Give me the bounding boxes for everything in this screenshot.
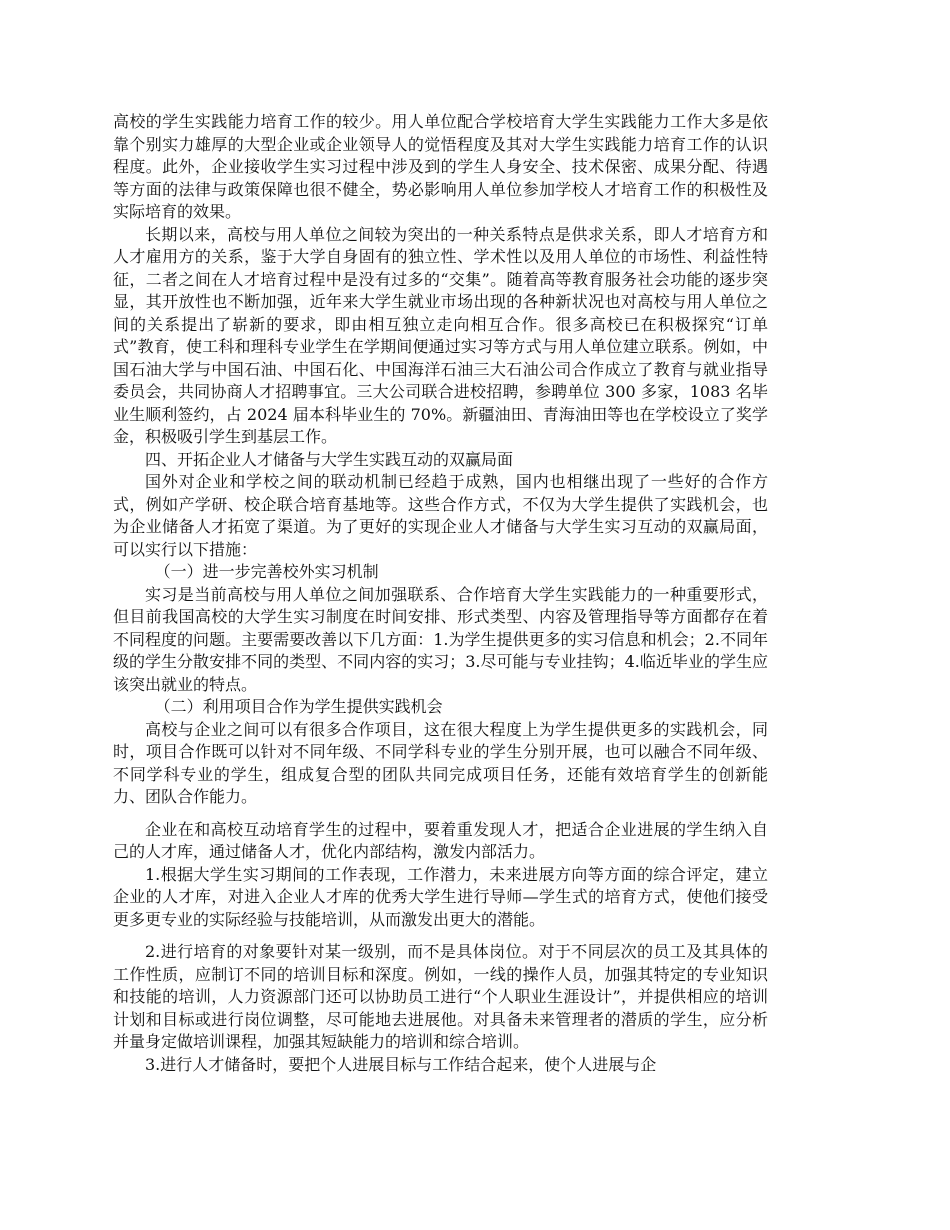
subsection-heading-2: （二）利用项目合作为学生提供实践机会 xyxy=(154,697,443,716)
document-body xyxy=(113,111,768,1076)
list-item-1: 1.根据大学生实习期间的工作表现，工作潜力，未来进展方向等方面的综合评定，建立企业的人才库，对进入企业人才库的优秀大学生进行导师—学生式的培育方式，使他们接受更多更专业的实际经验与技能培训，从而激发出更大的潜能。 xyxy=(113,864,768,929)
paragraph-2: 长期以来，高校与用人单位之间较为突出的一种关系特点是供求关系，即人才培育方和人才雇用方的关系，鉴于大学自身固有的独立性、学术性以及用人单位的市场性、利益性特征，二者之间在人才培育过程中是没有过多的“交集”。随着高等教育服务社会功能的逐步突显，其开放性也不断加强，近年来大学生就业市场出现的各种新状况也对高校与用人单位之间的关系提出了崭新的要求，即由相互独立走向相互合作。很多高校已在积极探究“订单式”教育，使工科和理科专业学生在学期间便通过实习等方式与用人单位建立联系。例如，中国石油大学与中国石油、中国石化、中国海洋石油三大石油公司合作成立了教育与就业指导委员会，共同协商人才招聘事宜。三大公司联合进校招聘，参聘单位 300 多家，1083 名毕业生顺利签约，占 2024 届本科毕业生的 70%。新疆油田、青海油田等也在学校设立了奖学金，积极吸引学生到基层工作。 xyxy=(113,224,768,446)
paragraph-6: 企业在和高校互动培育学生的过程中，要着重发现人才，把适合企业进展的学生纳入自己的人才库，通过储备人才，优化内部结构，激发内部活力。 xyxy=(113,819,768,861)
paragraph-1: 高校的学生实践能力培育工作的较少。用人单位配合学校培育大学生实践能力工作大多是依靠个别实力雄厚的大型企业或企业领导人的觉悟程度及其对大学生实践能力培育工作的认识程度。此外，企业接收学生实习过程中涉及到的学生人身安全、技术保密、成果分配、待遇等方面的法律与政策保障也很不健全，势必影响用人单位参加学校人才培育工作的积极性及实际培育的效果。 xyxy=(113,112,768,221)
section-heading-4: 四、开拓企业人才储备与大学生实践互动的双赢局面 xyxy=(145,449,514,469)
list-item-3: 3.进行人才储备时，要把个人进展目标与工作结合起来，使个人进展与企 xyxy=(145,1054,657,1074)
paragraph-4: 实习是当前高校与用人单位之间加强联系、合作培育大学生实践能力的一种重要形式，但目前我国高校的大学生实习制度在时间安排、形式类型、内容及管理指导等方面都存在着不同程度的问题。主要需要改善以下几方面：1.为学生提供更多的实习信息和机会；2.不同年级的学生分散安排不同的类型、不同内容的实习；3.尽可能与专业挂钩；4.临近毕业的学生应该突出就业的特点。 xyxy=(113,584,768,694)
list-item-2: 2.进行培育的对象要针对某一级别，而不是具体岗位。对于不同层次的员工及其具体的工作性质，应制订不同的培训目标和深度。例如，一线的操作人员，加强其特定的专业知识和技能的培训，人力资源部门还可以协助员工进行“个人职业生涯设计”，并提供相应的培训计划和目标或进行岗位调整，尽可能地去进展他。对具备未来管理者的潜质的学生，应分析并量身定做培训课程，加强其短缺能力的培训和综合培训。 xyxy=(113,942,768,1051)
paragraph-3: 国外对企业和学校之间的联动机制已经趋于成熟，国内也相继出现了一些好的合作方式，例如产学研、校企联合培育基地等。这些合作方式，不仅为大学生提供了实践机会，也为企业储备人才拓宽了渠道。为了更好的实现企业人才储备与大学生实习互动的双赢局面，可以实行以下措施： xyxy=(113,472,768,559)
subsection-heading-1: （一）进一步完善校外实习机制 xyxy=(154,562,379,581)
paragraph-5: 高校与企业之间可以有很多合作项目，这在很大程度上为学生提供更多的实践机会，同时，项目合作既可以针对不同年级、不同学科专业的学生分别开展，也可以融合不同年级、不同学科专业的学生，组成复合型的团队共同完成项目任务，还能有效培育学生的创新能力、团队合作能力。 xyxy=(113,719,768,806)
